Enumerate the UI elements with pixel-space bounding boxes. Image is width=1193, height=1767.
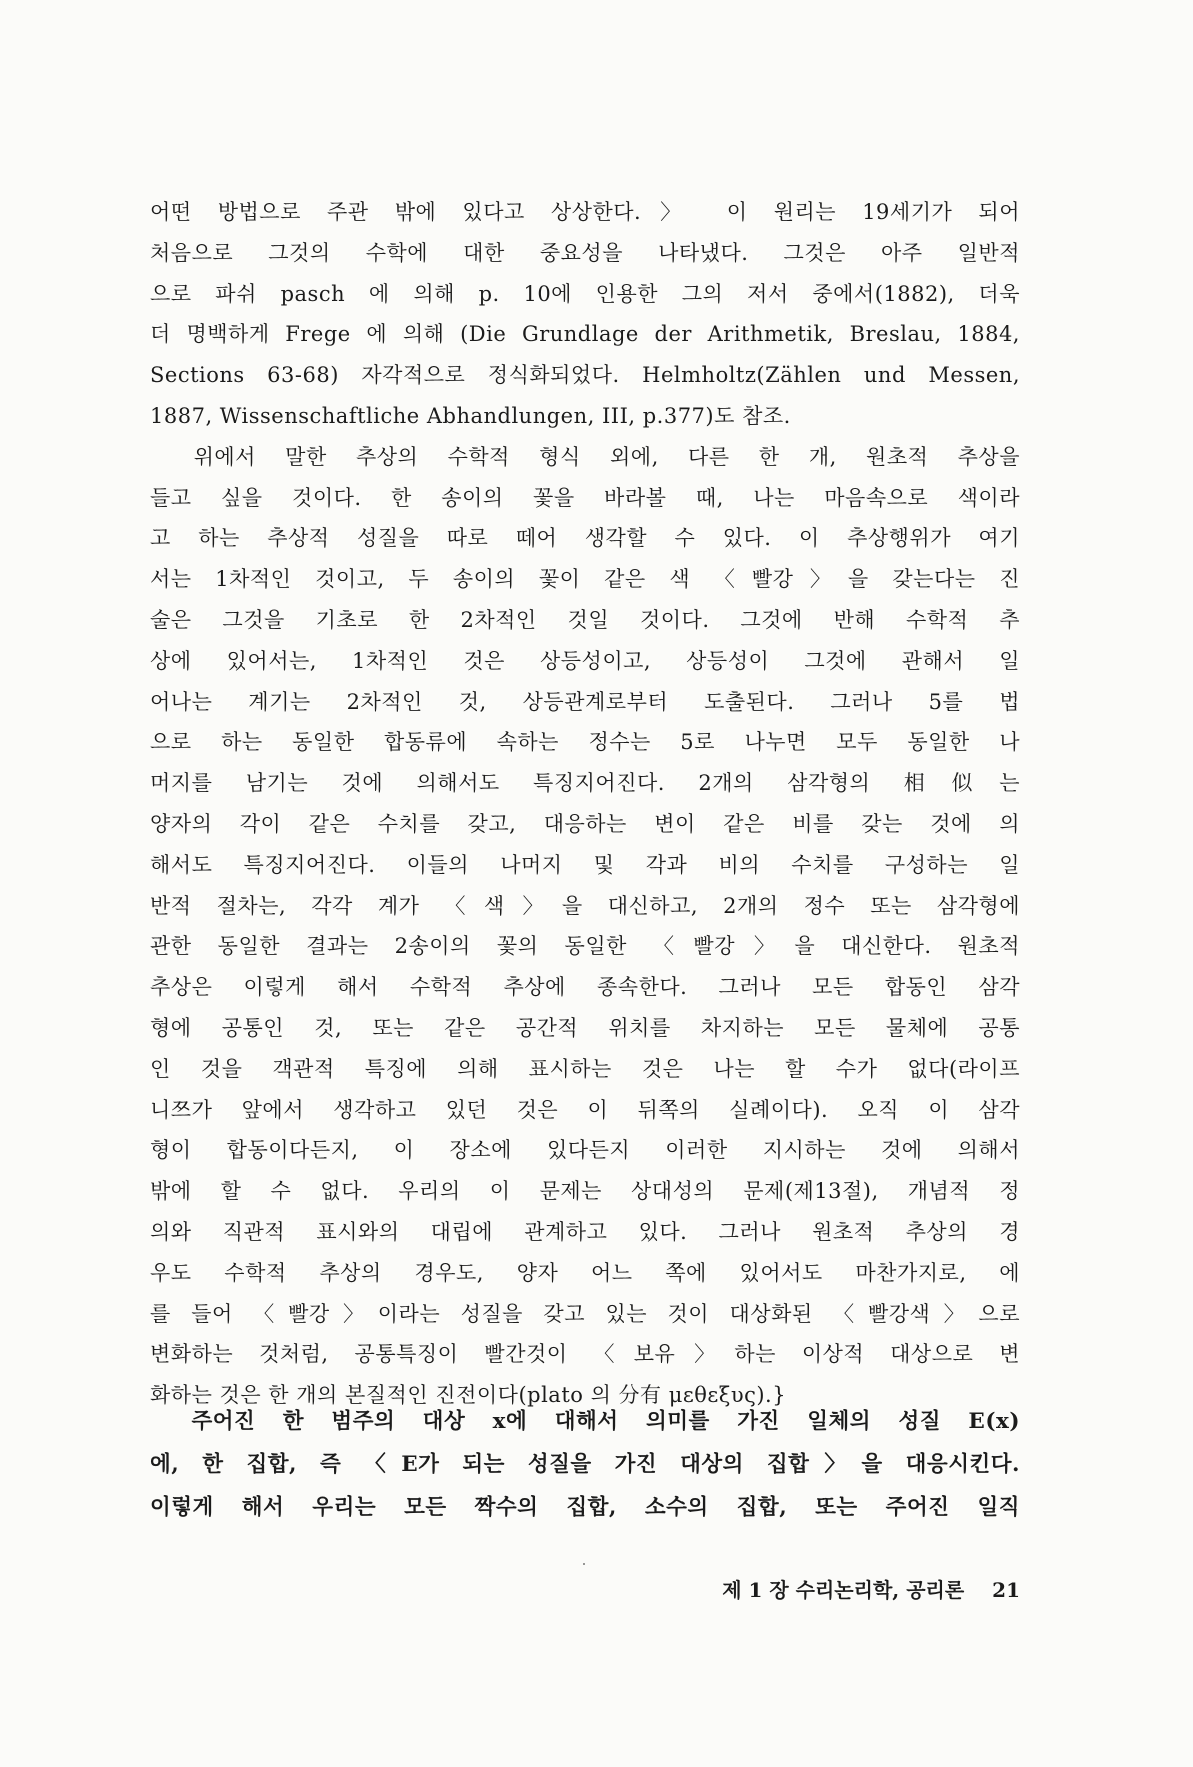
text-line: 들고 싶을 것이다. 한 송이의 꽃을 바라볼 때, 나는 마음속으로 색이라 — [150, 485, 1020, 510]
text-line: 화하는 것은 한 개의 본질적인 진전이다(plato 의 分有 μεθεξυς).} — [150, 1383, 787, 1408]
text-line: 1887, Wissenschaftliche Abhandlungen, III, p.377)도 참조. — [150, 403, 791, 428]
page-number: 21 — [992, 1578, 1020, 1602]
text-line: 변화하는 것처럼, 공통특징이 빨간것이 〈보유〉하는 이상적 대상으로 변 — [150, 1342, 1020, 1367]
text-line: 해서도 특징지어진다. 이들의 나머지 및 각과 비의 수치를 구성하는 일 — [150, 852, 1020, 877]
text-line: 밖에 할 수 없다. 우리의 이 문제는 상대성의 문제(제13절), 개념적 정 — [150, 1179, 1020, 1204]
text-line: 고 하는 추상적 성질을 따로 떼어 생각할 수 있다. 이 추상행위가 여기 — [150, 526, 1020, 551]
text-line: 우도 수학적 추상의 경우도, 양자 어느 쪽에 있어서도 마찬가지로, 에 — [150, 1260, 1020, 1285]
text-line: 인 것을 객관적 특징에 의해 표시하는 것은 나는 할 수가 없다(라이프 — [150, 1056, 1020, 1081]
text-line: 니쯔가 앞에서 생각하고 있던 것은 이 뒤쪽의 실례이다). 오직 이 삼각 — [150, 1097, 1020, 1122]
text-line: 처음으로 그것의 수학에 대한 중요성을 나타냈다. 그것은 아주 일반적 — [150, 240, 1020, 265]
running-footer-chapter: 제 1 장 수리논리학, 공리론 — [722, 1578, 965, 1602]
print-speck — [583, 1563, 585, 1565]
text-line: 형에 공통인 것, 또는 같은 공간적 위치를 차지하는 모든 물체에 공통 — [150, 1015, 1020, 1040]
text-line: 서는 1차적인 것이고, 두 송이의 꽃이 같은 색 〈빨강〉을 갖는다는 진 — [150, 567, 1020, 592]
text-line: 위에서 말한 추상의 수학적 형식 외에, 다른 한 개, 원초적 추상을 — [150, 444, 1020, 469]
text-line: 머지를 남기는 것에 의해서도 특징지어진다. 2개의 삼각형의 相似는 — [150, 771, 1020, 796]
text-line: 반적 절차는, 각각 계가 〈색〉을 대신하고, 2개의 정수 또는 삼각형에 — [150, 893, 1020, 918]
text-line: 상에 있어서는, 1차적인 것은 상등성이고, 상등성이 그것에 관해서 일 — [150, 648, 1020, 673]
text-line: 으로 하는 동일한 합동류에 속하는 정수는 5로 나누면 모두 동일한 나 — [150, 730, 1020, 755]
text-line: 추상은 이렇게 해서 수학적 추상에 종속한다. 그러나 모든 합동인 삼각 — [150, 975, 1020, 1000]
text-line: Sections 63-68) 자각적으로 정식화되었다. Helmholtz(Zählen und Messen, — [150, 363, 1020, 388]
text-line: 술은 그것을 기초로 한 2차적인 것일 것이다. 그것에 반해 수학적 추 — [150, 607, 1020, 632]
text-line: 형이 합동이다든지, 이 장소에 있다든지 이러한 지시하는 것에 의해서 — [150, 1138, 1020, 1163]
page-footer — [620, 1574, 1020, 1603]
text-line: 이렇게 해서 우리는 모든 짝수의 집합, 소수의 집합, 또는 주어진 일직 — [150, 1495, 1020, 1520]
text-line: 를 들어 〈빨강〉이라는 성질을 갖고 있는 것이 대상화된 〈빨강색〉으로 — [150, 1301, 1020, 1326]
text-line: 관한 동일한 결과는 2송이의 꽃의 동일한 〈빨강〉을 대신한다. 원초적 — [150, 934, 1020, 959]
text-line: 더 명백하게 Frege 에 의해 (Die Grundlage der Arithmetik, Breslau, 1884, — [150, 322, 1020, 347]
text-line: 어나는 계기는 2차적인 것, 상등관계로부터 도출된다. 그러나 5를 법 — [150, 689, 1020, 714]
footnote-block — [150, 192, 1020, 1416]
text-line: 어떤 방법으로 주관 밖에 있다고 상상한다.〉 이 원리는 19세기가 되어 — [150, 200, 1020, 224]
text-line: 으로 파쉬 pasch 에 의해 p. 10에 인용한 그의 저서 중에서(1882), 더욱 — [150, 281, 1020, 306]
text-line: 의와 직관적 표시와의 대립에 관계하고 있다. 그러나 원초적 추상의 경 — [150, 1219, 1020, 1244]
text-line: 양자의 각이 같은 수치를 갖고, 대응하는 변이 같은 비를 갖는 것에 의 — [150, 811, 1020, 836]
main-paragraph — [150, 1400, 1020, 1529]
text-line: 주어진 한 범주의 대상 x에 대해서 의미를 가진 일체의 성질 E(x) — [150, 1409, 1020, 1434]
text-line: 에, 한 집합, 즉 〈E가 되는 성질을 가진 대상의 집합〉을 대응시킨다. — [150, 1452, 1020, 1477]
